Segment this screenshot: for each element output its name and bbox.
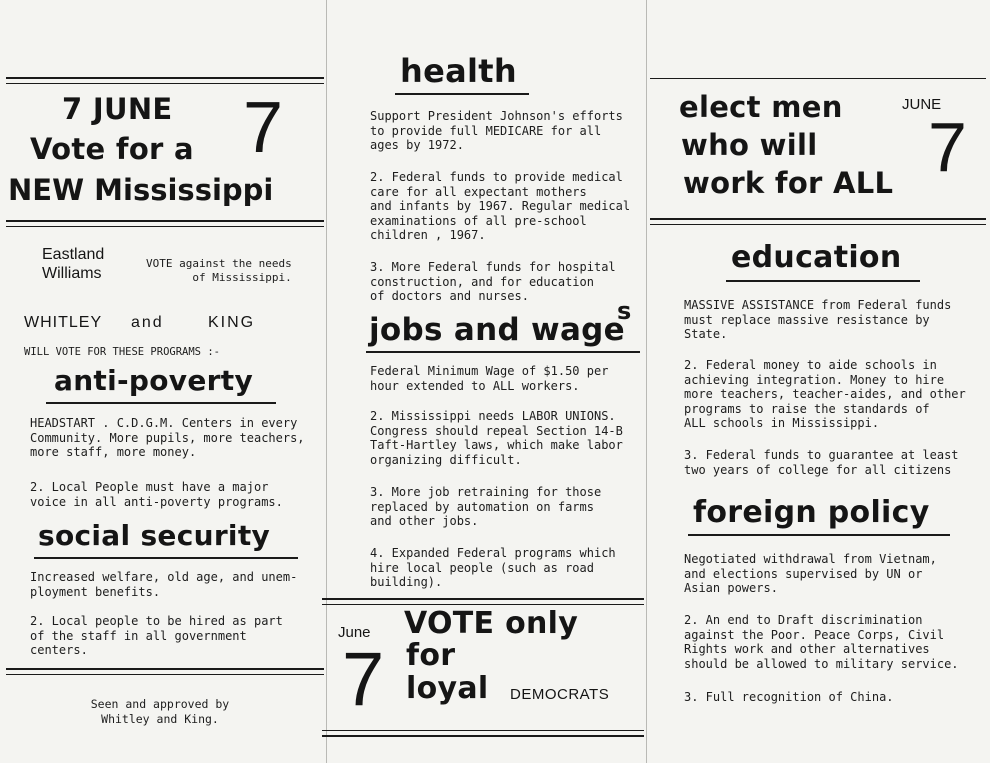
anti-poverty-underline [46,402,276,404]
foreign-policy-underline [688,534,950,536]
social-security-heading: social security [38,519,271,552]
top-rule-right [650,78,986,79]
top-rule-left-2 [6,83,324,84]
anti-poverty-heading: anti-poverty [54,364,253,397]
elect-men-line2: who will [681,128,818,162]
social-security-p1: Increased welfare, old age, and unem- ployment benefits. [30,570,298,599]
vote-box-line3: loyal [406,671,489,706]
vote-box-democrats: DEMOCRATS [510,686,610,703]
education-p2: 2. Federal money to aide schools in achieving integration. Money to hire more teachers, teacher-aides, and other programs to raise the standards of ALL schools in Mississippi. [684,358,966,430]
and-word: and [131,314,164,331]
banner-rule-1 [6,220,324,222]
health-underline [395,93,529,95]
vote-box-bottom-rule-2 [322,735,644,737]
education-underline [726,280,920,282]
jobs-p4: 4. Expanded Federal programs which hire local people (such as road building). [370,546,616,589]
eastland-name: Eastland [42,246,105,263]
banner-big-seven: 7 [243,88,284,168]
vote-box-top-rule-1 [322,598,644,600]
jobs-p3: 3. More job retraining for those replaced by automation on farms and other jobs. [370,485,602,528]
social-security-p2: 2. Local people to be hired as part of the staff in all government centers. [30,614,283,657]
vote-box [322,598,644,738]
right-banner-rule-2 [650,224,986,225]
education-heading: education [731,240,902,275]
top-rule-left [6,77,324,79]
bottom-rule-left-1 [6,668,324,670]
jobs-p2: 2. Mississippi needs LABOR UNIONS. Congress should repeal Section 14-B Taft-Hartley laws, which make labor organizing difficult. [370,409,623,467]
anti-poverty-p2: 2. Local People must have a major voice in all anti-poverty programs. [30,480,283,509]
health-p2: 2. Federal funds to provide medical care for all expectant mothers and infants by 1967. Regular medical examinations of all pre-school children , 1967. [370,170,631,242]
banner-new-mississippi: NEW Mississippi [8,173,274,207]
banner-rule-2 [6,226,324,227]
education-p3: 3. Federal funds to guarantee at least two years of college for all citizens [684,448,959,477]
vote-box-line2: for [406,638,456,673]
whitley-name: WHITLEY [24,314,103,331]
foreign-policy-heading: foreign policy [693,495,930,530]
foreign-policy-p1: Negotiated withdrawal from Vietnam, and elections supervised by UN or Asian powers. [684,552,937,595]
jobs-underline [366,351,640,353]
jobs-heading: jobs and wage [369,312,626,348]
elect-men-line1: elect men [679,90,843,124]
health-p3: 3. More Federal funds for hospital construction, and for education of doctors and nurses. [370,260,616,303]
williams-name: Williams [42,265,102,282]
vote-box-line1: VOTE only [404,606,579,641]
bottom-rule-left-2 [6,674,324,675]
banner-vote-for-a: Vote for a [30,132,194,166]
vote-box-bottom-rule-1 [322,730,644,731]
fold-line-right [646,0,647,763]
right-big-seven: 7 [928,108,967,186]
education-p1: MASSIVE ASSISTANCE from Federal funds must replace massive resistance by State. [684,298,952,341]
king-name: KING [208,314,256,331]
right-banner-rule-1 [650,218,986,220]
health-heading: health [400,52,517,90]
vote-box-top-rule-2 [322,604,644,605]
foreign-policy-p3: 3. Full recognition of China. [684,690,894,704]
elect-men-line3: work for ALL [683,166,894,200]
social-security-underline [34,557,298,559]
will-vote-text: WILL VOTE FOR THESE PROGRAMS :- [24,346,220,358]
health-p1: Support President Johnson's efforts to provide full MEDICARE for all ages by 1972. [370,109,623,152]
vote-box-june: June [338,624,371,641]
approved-text: Seen and approved by Whitley and King. [90,697,230,726]
jobs-p1: Federal Minimum Wage of $1.50 per hour extended to ALL workers. [370,364,609,393]
foreign-policy-p2: 2. An end to Draft discrimination against the Poor. Peace Corps, Civil Rights work and other alternatives should be allowed to military service. [684,613,959,671]
right-june: JUNE [902,96,942,113]
anti-poverty-p1: HEADSTART . C.D.G.M. Centers in every Community. More pupils, more teachers, more staff, more money. [30,416,305,459]
banner-7-june: 7 JUNE [62,92,173,126]
jobs-heading-s: s [617,297,632,325]
vote-against-text: VOTE against the needs of Mississippi. [146,257,292,284]
vote-box-seven: 7 [342,637,385,722]
